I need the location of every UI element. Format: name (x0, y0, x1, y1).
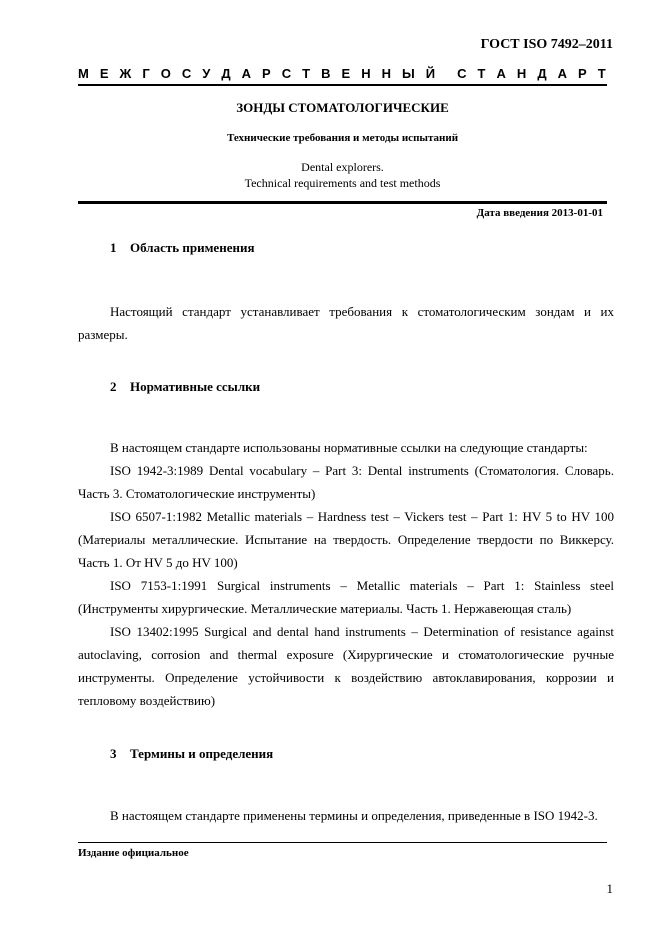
document-code: ГОСТ ISO 7492–2011 (480, 37, 613, 52)
section-title: Область применения (130, 240, 255, 255)
section-heading (110, 240, 254, 256)
banner-letter: А (241, 66, 252, 81)
banner-letter: Е (99, 66, 109, 81)
banner-letter: Д (537, 66, 547, 81)
official-edition-label: Издание официальное (78, 847, 189, 859)
banner-letter: Е (341, 66, 351, 81)
section-number: 2 (110, 379, 117, 394)
section-title: Термины и определения (130, 746, 274, 761)
banner-letter: Н (361, 66, 371, 81)
references-list (78, 436, 614, 712)
banner-letter: Й (425, 66, 436, 81)
banner-letter: С (181, 66, 192, 81)
banner-letter: А (496, 66, 506, 81)
paragraph-text: В настоящем стандарте использованы нормативные ссылки на следующие стандарты: (110, 440, 588, 455)
title-en-line: Technical requirements and test methods (244, 176, 441, 190)
banner-letter: Г (142, 66, 150, 81)
header-divider (78, 84, 607, 86)
reference-item: ISO 13402:1995 Surgical and dental hand instruments – Determination of resistance against autoclaving, corrosion and thermal exposure (Хирургические и стоматологические ручные инструменты. Определение устойчивости к воздействию автоклавирования, коррозии и тепловому воздействию) (78, 624, 614, 708)
reference-item: ISO 7153-1:1991 Surgical instruments – Metallic materials – Part 1: Stainless steel (Инструменты хирургические. Металлические материалы. Часть 1. Нержавеющая сталь) (78, 578, 614, 616)
footer-divider (78, 842, 607, 843)
section-heading (110, 746, 273, 762)
reference-item: ISO 1942-3:1989 Dental vocabulary – Part 3: Dental instruments (Стоматология. Словарь. Часть 3. Стоматологические инструменты) (78, 463, 614, 501)
banner-letter: С (457, 66, 467, 81)
banner-letter: Д (221, 66, 231, 81)
title-divider (78, 201, 607, 204)
section-number: 3 (110, 746, 117, 761)
banner-letter: Т (597, 66, 606, 81)
banner-letter: Ж (119, 66, 132, 81)
document-title-en (78, 159, 607, 191)
banner-letter: Р (578, 66, 587, 81)
title-en-line: Dental explorers. (301, 160, 384, 174)
paragraph-text: В настоящем стандарте применены термины и определения, приведенные в ISO 1942-3. (110, 808, 598, 823)
banner-letter: А (557, 66, 567, 81)
paragraph-text: Настоящий стандарт устанавливает требования к стоматологическим зондам и их размеры. (78, 304, 614, 342)
introduction-date: Дата введения 2013-01-01 (476, 207, 603, 219)
banner-letter: Ы (402, 66, 415, 81)
banner-letter: Т (302, 66, 311, 81)
banner-letter: У (202, 66, 211, 81)
section-paragraph (78, 300, 614, 346)
banner-letter: Р (262, 66, 271, 81)
banner-letter: М (78, 66, 89, 81)
banner-letter: С (281, 66, 292, 81)
section-heading (110, 379, 260, 395)
banner-letter: О (160, 66, 171, 81)
page-number: 1 (606, 881, 613, 896)
document-title-ru: ЗОНДЫ СТОМАТОЛОГИЧЕСКИЕ (236, 100, 449, 115)
banner-letter: Т (477, 66, 486, 81)
banner-letter: Н (381, 66, 391, 81)
banner-letter: В (321, 66, 331, 81)
banner-letter: Н (516, 66, 527, 81)
section-paragraph (78, 804, 614, 827)
standard-type-banner (78, 66, 606, 81)
section-title: Нормативные ссылки (130, 379, 261, 394)
document-subtitle-ru: Технические требования и методы испытаний (226, 132, 459, 144)
section-number: 1 (110, 240, 117, 255)
reference-item: ISO 6507-1:1982 Metallic materials – Hardness test – Vickers test – Part 1: HV 5 to HV 100 (Материалы металлические. Испытание на твердость. Определение твердости по Виккерсу. Часть 1. От HV 5 до HV 100) (78, 509, 614, 570)
